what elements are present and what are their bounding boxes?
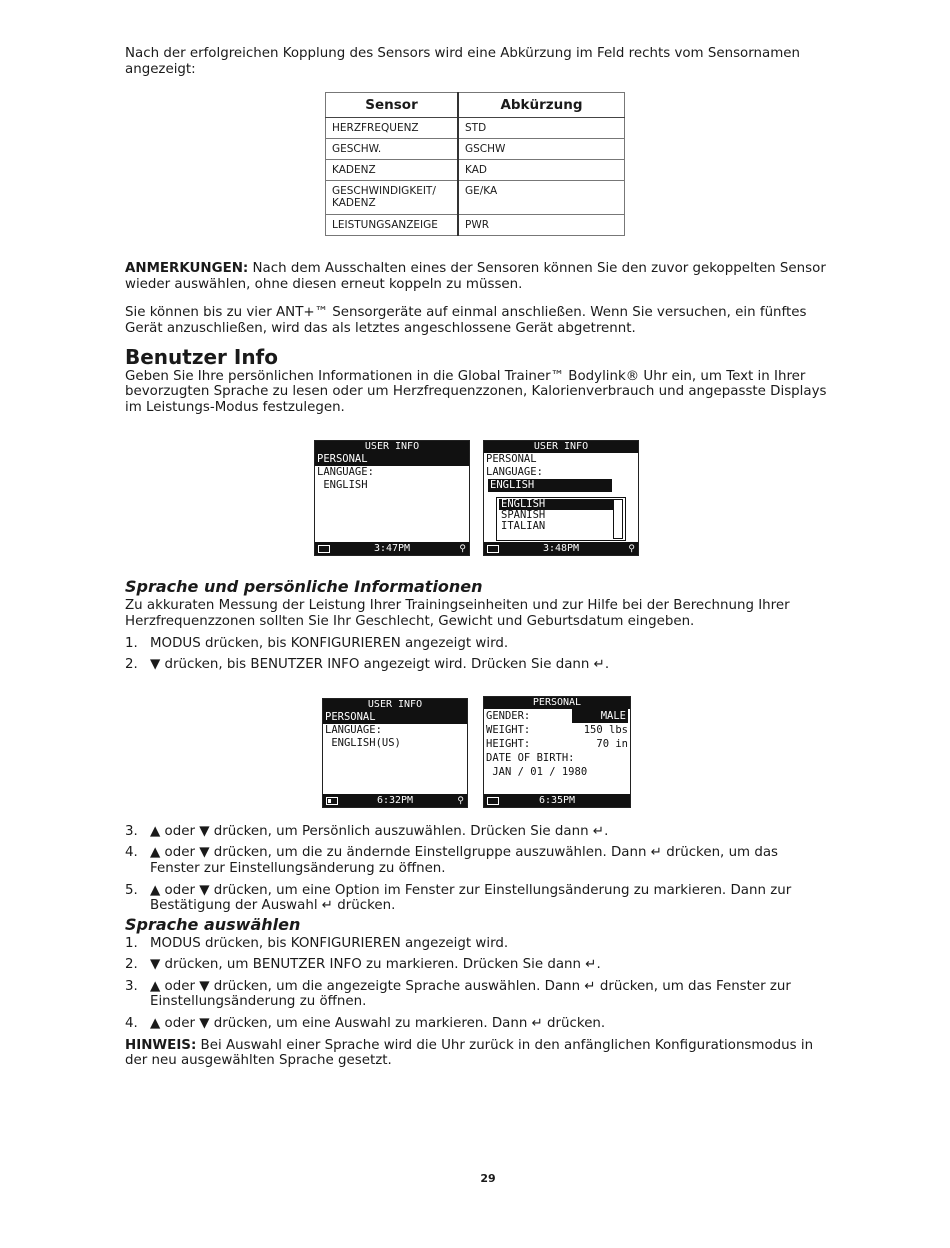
- table-cell: GSCHW: [458, 139, 625, 160]
- step-text: ▲ oder ▼ drücken, um eine Auswahl zu markieren. Dann ↵ drücken.: [150, 1016, 606, 1032]
- step-number: 2.: [125, 657, 138, 673]
- lcd-row: LANGUAGE:: [486, 466, 543, 479]
- heading-select-language: Sprache auswählen: [125, 914, 301, 934]
- list-item: [125, 636, 830, 652]
- lcd-status-bar: [484, 794, 630, 807]
- list-item: [125, 883, 830, 914]
- step-number: 2.: [125, 957, 138, 973]
- gender-row: [484, 709, 630, 723]
- runner-icon: ⚲: [628, 544, 635, 555]
- step-number: 3.: [125, 978, 138, 994]
- battery-icon: [487, 545, 499, 553]
- lcd-time: 3:47PM: [373, 543, 411, 555]
- lcd-title: USER INFO: [315, 441, 469, 453]
- intro-paragraph: Nach der erfolgreichen Kopplung des Sensors wird eine Abkürzung im Feld rechts vom Sensornamen angezeigt:: [125, 46, 800, 77]
- table-row: [326, 118, 625, 139]
- steps-list-3: [125, 936, 830, 1032]
- heading-user-info: Benutzer Info: [125, 344, 278, 369]
- step-text: MODUS drücken, bis KONFIGURIEREN angezeigt wird.: [150, 935, 509, 951]
- table-header-sensor: Sensor: [326, 93, 459, 118]
- step-number: 1.: [125, 935, 138, 951]
- language-personal-paragraph: Zu akkuraten Messung der Leistung Ihrer Trainingseinheiten und zur Hilfe bei der Berechnung Ihrer Herzfrequenzzonen sollten Sie Ihr Geschlecht, Gewicht und Geburtsdatum eingeben.: [125, 598, 790, 629]
- list-item: [125, 824, 830, 840]
- battery-icon: [487, 797, 499, 805]
- list-item: [125, 657, 830, 673]
- step-text: ▲ oder ▼ drücken, um die angezeigte Sprache auswählen. Dann ↵ drücken, um das Fenster zur Einstellungsänderung zu öffnen.: [150, 978, 791, 1010]
- step-number: 3.: [125, 823, 138, 839]
- lcd-user-info-screen-2: [322, 698, 468, 808]
- lcd-time: 6:32PM: [376, 794, 414, 806]
- lcd-status-bar: [484, 542, 638, 555]
- table-cell: PWR: [458, 215, 625, 236]
- battery-icon: [326, 797, 338, 805]
- lcd-row: LANGUAGE:: [317, 466, 374, 479]
- height-row: [484, 737, 630, 751]
- table-cell: GE/KA: [458, 181, 625, 215]
- weight-value: 150 lbs: [583, 723, 628, 736]
- lcd-row: PERSONAL: [486, 453, 537, 466]
- step-number: 4.: [125, 1016, 138, 1032]
- hint-label: HINWEIS:: [125, 1037, 197, 1053]
- table-cell: GESCHW.: [326, 139, 459, 160]
- list-item: [125, 979, 830, 1010]
- lcd-status-bar: [315, 542, 469, 555]
- table-row: [326, 139, 625, 160]
- lcd-row: PERSONAL: [315, 453, 469, 466]
- lcd-status-bar: [323, 794, 467, 807]
- step-number: 4.: [125, 845, 138, 861]
- lcd-row: LANGUAGE:: [325, 723, 382, 736]
- lcd-row: ENGLISH: [488, 479, 612, 492]
- gender-label: GENDER:: [486, 709, 531, 722]
- table-row: [326, 181, 625, 215]
- sensor-abbreviation-table: [325, 92, 625, 236]
- lcd-title: USER INFO: [484, 441, 638, 453]
- notes-text: Nach dem Ausschalten eines der Sensoren können Sie den zuvor gekoppelten Sensor wieder auswählen, ohne diesen erneut koppeln zu müssen.: [125, 261, 826, 292]
- page-content: [125, 46, 830, 1069]
- list-item: [125, 845, 830, 876]
- dob-value: JAN / 01 / 1980: [486, 765, 588, 778]
- step-text: ▼ drücken, bis BENUTZER INFO angezeigt wird. Drücken Sie dann ↵.: [150, 657, 610, 673]
- list-item: [125, 936, 830, 952]
- dob-label: DATE OF BIRTH:: [486, 751, 575, 764]
- language-dropdown: [496, 497, 626, 541]
- step-text: MODUS drücken, bis KONFIGURIEREN angezeigt wird.: [150, 635, 509, 651]
- dob-label-row: [484, 751, 630, 765]
- lcd-time: 3:48PM: [542, 543, 580, 555]
- steps-list-2: [125, 824, 830, 914]
- height-value: 70 in: [596, 737, 628, 750]
- lcd-title: USER INFO: [323, 699, 467, 711]
- table-cell: HERZFREQUENZ: [326, 118, 459, 139]
- hint-text: Bei Auswahl einer Sprache wird die Uhr zurück in den anfänglichen Konfigurationsmodus in der neu ausgewählten Sprache gesetzt.: [125, 1037, 814, 1069]
- hint-paragraph: [125, 1038, 830, 1069]
- weight-row: [484, 723, 630, 737]
- runner-icon: ⚲: [459, 544, 466, 555]
- step-text: ▼ drücken, um BENUTZER INFO zu markieren. Drücken Sie dann ↵.: [150, 957, 601, 973]
- notes-label: ANMERKUNGEN:: [125, 261, 249, 277]
- lcd-time: 6:35PM: [538, 794, 576, 806]
- ant-paragraph: Sie können bis zu vier ANT+™ Sensorgeräte auf einmal anschließen. Wenn Sie versuchen, ein fünftes Gerät anzuschließen, wird das als letztes angeschlossene Gerät abgetrennt.: [125, 305, 807, 336]
- step-number: 1.: [125, 635, 138, 651]
- user-info-paragraph: Geben Sie Ihre persönlichen Informationen in die Global Trainer™ Bodylink® Uhr ein, um Text in Ihrer bevorzugten Sprache zu lesen oder um Herzfrequenzzonen, Kalorienverbrauch und angepasste Displays im Leistungs-Modus festzulegen.: [125, 368, 827, 415]
- lcd-title: PERSONAL: [484, 697, 630, 709]
- dropdown-option: SPANISH: [501, 509, 546, 522]
- step-text: ▲ oder ▼ drücken, um Persönlich auszuwählen. Drücken Sie dann ↵.: [150, 823, 609, 839]
- runner-icon: ⚲: [457, 795, 464, 806]
- step-text: ▲ oder ▼ drücken, um eine Option im Fenster zur Einstellungsänderung zu markieren. Dann zur Bestätigung der Auswahl ↵ drücken.: [150, 882, 792, 914]
- page-number: 29: [480, 1172, 496, 1185]
- screens-row-1: [125, 425, 830, 560]
- table-cell: KADENZ: [326, 160, 459, 181]
- lcd-row: ENGLISH(US): [325, 736, 401, 749]
- table-cell: GESCHWINDIGKEIT/ KADENZ: [326, 181, 459, 215]
- gender-value: MALE: [572, 709, 628, 723]
- list-item: [125, 1016, 830, 1032]
- heading-language-personal: Sprache und persönliche Informationen: [125, 577, 483, 597]
- table-cell: LEISTUNGSANZEIGE: [326, 215, 459, 236]
- lcd-language-select-screen: [483, 440, 639, 556]
- lcd-row: PERSONAL: [323, 711, 467, 724]
- dob-value-row: [484, 765, 630, 779]
- dropdown-scrollbar: [613, 499, 623, 539]
- screens-row-2: [125, 681, 830, 816]
- table-cell: KAD: [458, 160, 625, 181]
- table-row: [326, 160, 625, 181]
- weight-label: WEIGHT:: [486, 723, 531, 736]
- step-text: ▲ oder ▼ drücken, um die zu ändernde Einstellgruppe auszuwählen. Dann ↵ drücken, um das Fenster zur Einstellungsänderung zu öffnen.: [150, 845, 779, 876]
- notes-paragraph: [125, 261, 830, 292]
- height-label: HEIGHT:: [486, 737, 531, 750]
- list-item: [125, 957, 830, 973]
- table-row: [326, 215, 625, 236]
- lcd-row: ENGLISH: [317, 479, 368, 492]
- steps-list-1: [125, 636, 830, 673]
- step-number: 5.: [125, 882, 138, 898]
- table-header-abbreviation: Abkürzung: [458, 93, 625, 118]
- dropdown-option: ENGLISH: [499, 499, 613, 510]
- dropdown-option: ITALIAN: [501, 520, 546, 533]
- lcd-personal-screen: [483, 696, 631, 808]
- lcd-user-info-screen: [314, 440, 470, 556]
- battery-icon: [318, 545, 330, 553]
- table-cell: STD: [458, 118, 625, 139]
